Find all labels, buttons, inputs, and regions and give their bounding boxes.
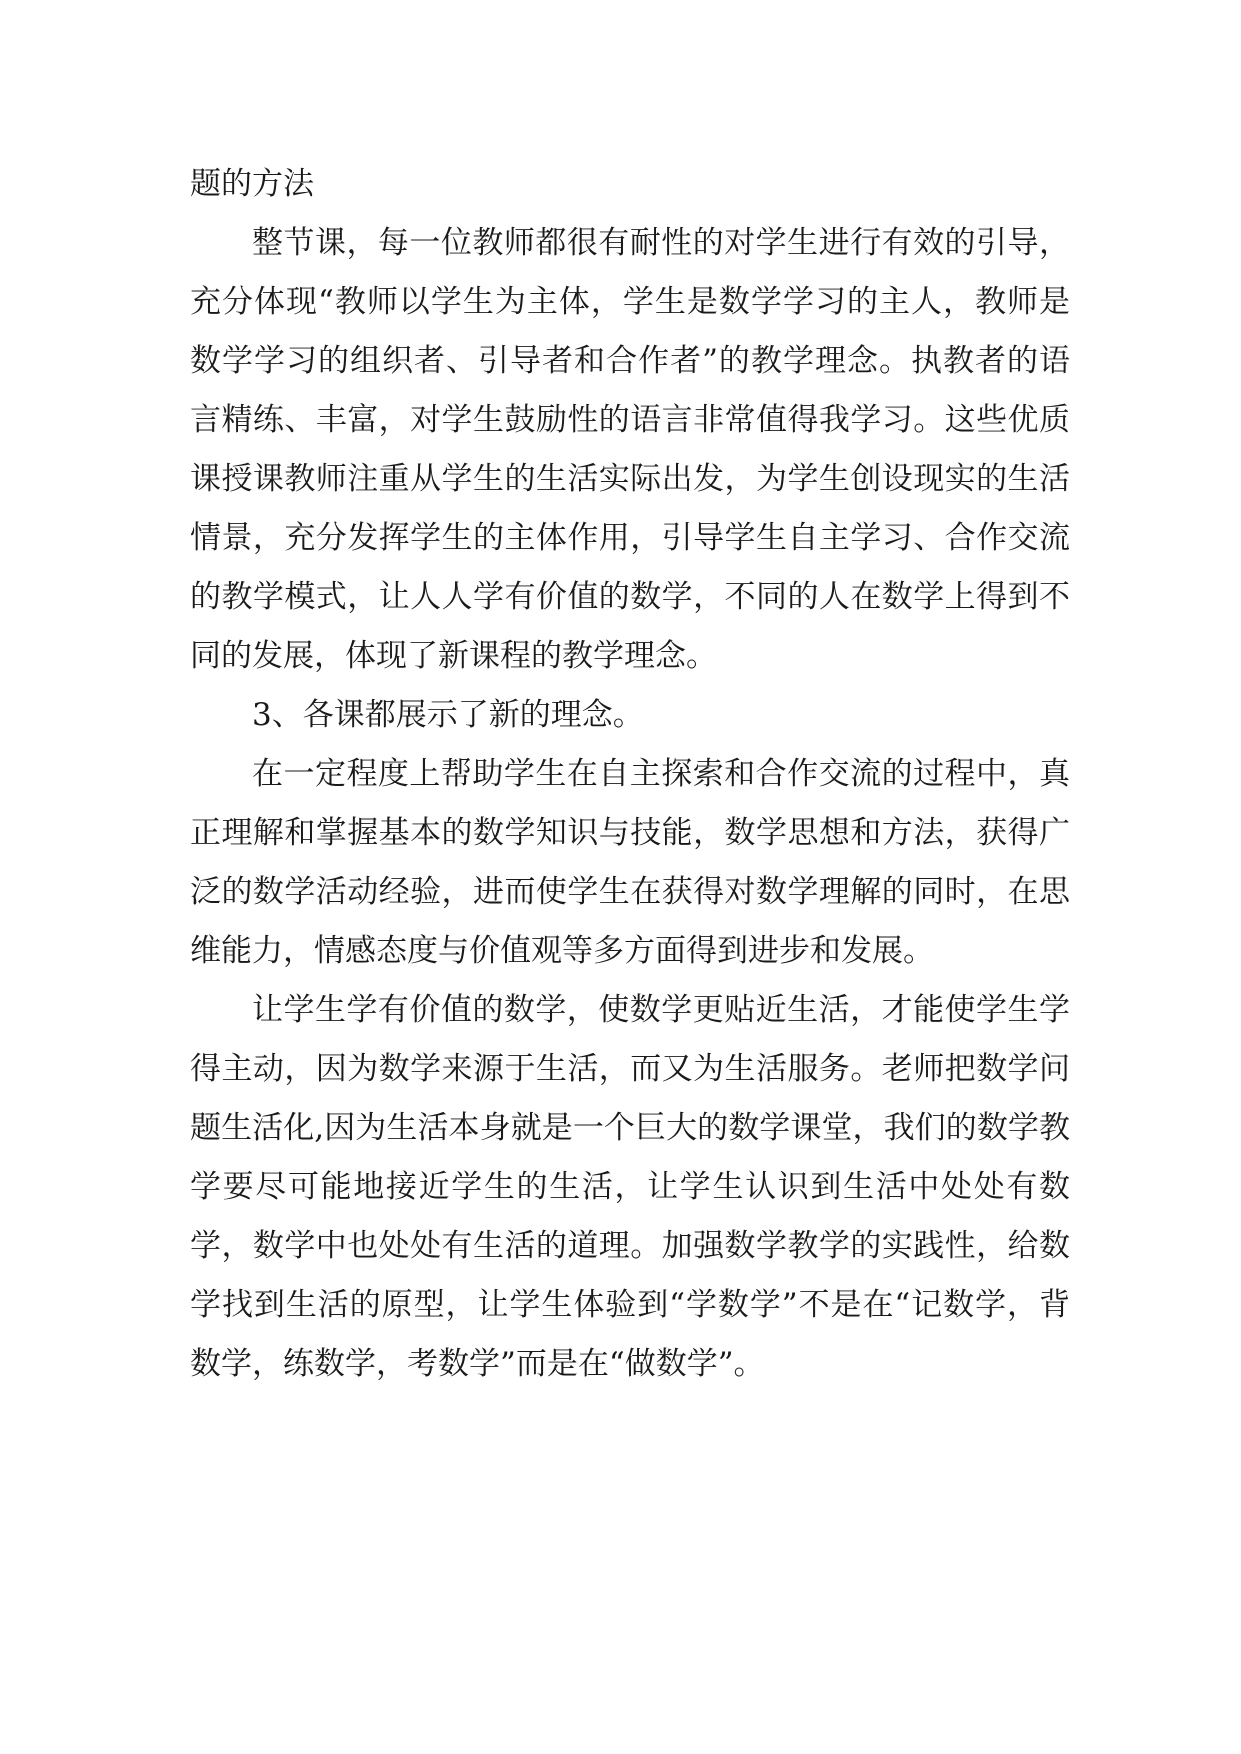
paragraph-life-math: 让学生学有价值的数学，使数学更贴近生活，才能使学生学得主动，因为数学来源于生活，而又为生活服务。老师把数学问题生活化,因为生活本身就是一个巨大的数学课堂，我们的数学教学要尽可能地接近学生的生活，让学生认识到生活中处处有数学，数学中也处处有生活的道理。加强数学教学的实践性，给数学找到生活的原型，让学生体验到“学数学”不是在“记数学，背数学，练数学，考数学”而是在“做数学”。: [190, 992, 1070, 1382]
document-body: [190, 155, 1070, 1394]
paragraph-exploration: 在一定程度上帮助学生在自主探索和合作交流的过程中，真正理解和掌握基本的数学知识与技能，数学思想和方法，获得广泛的数学活动经验，进而使学生在获得对数学理解的同时，在思维能力，情感态度与价值观等多方面得到进步和发展。: [190, 756, 1070, 969]
paragraph-section-heading: 3、各课都展示了新的理念。: [252, 697, 644, 733]
paragraph-teaching-guidance: 整节课，每一位教师都很有耐性的对学生进行有效的引导，充分体现“教师以学生为主体，学生是数学学习的主人，教师是数学学习的组织者、引导者和合作者”的教学理念。执教者的语言精练、丰富，对学生鼓励性的语言非常值得我学习。这些优质课授课教师注重从学生的生活实际出发，为学生创设现实的生活情景，充分发挥学生的主体作用，引导学生自主学习、合作交流的教学模式，让人人学有价值的数学，不同的人在数学上得到不同的发展，体现了新课程的教学理念。: [190, 225, 1070, 674]
paragraph-continuation: 题的方法: [190, 166, 314, 202]
